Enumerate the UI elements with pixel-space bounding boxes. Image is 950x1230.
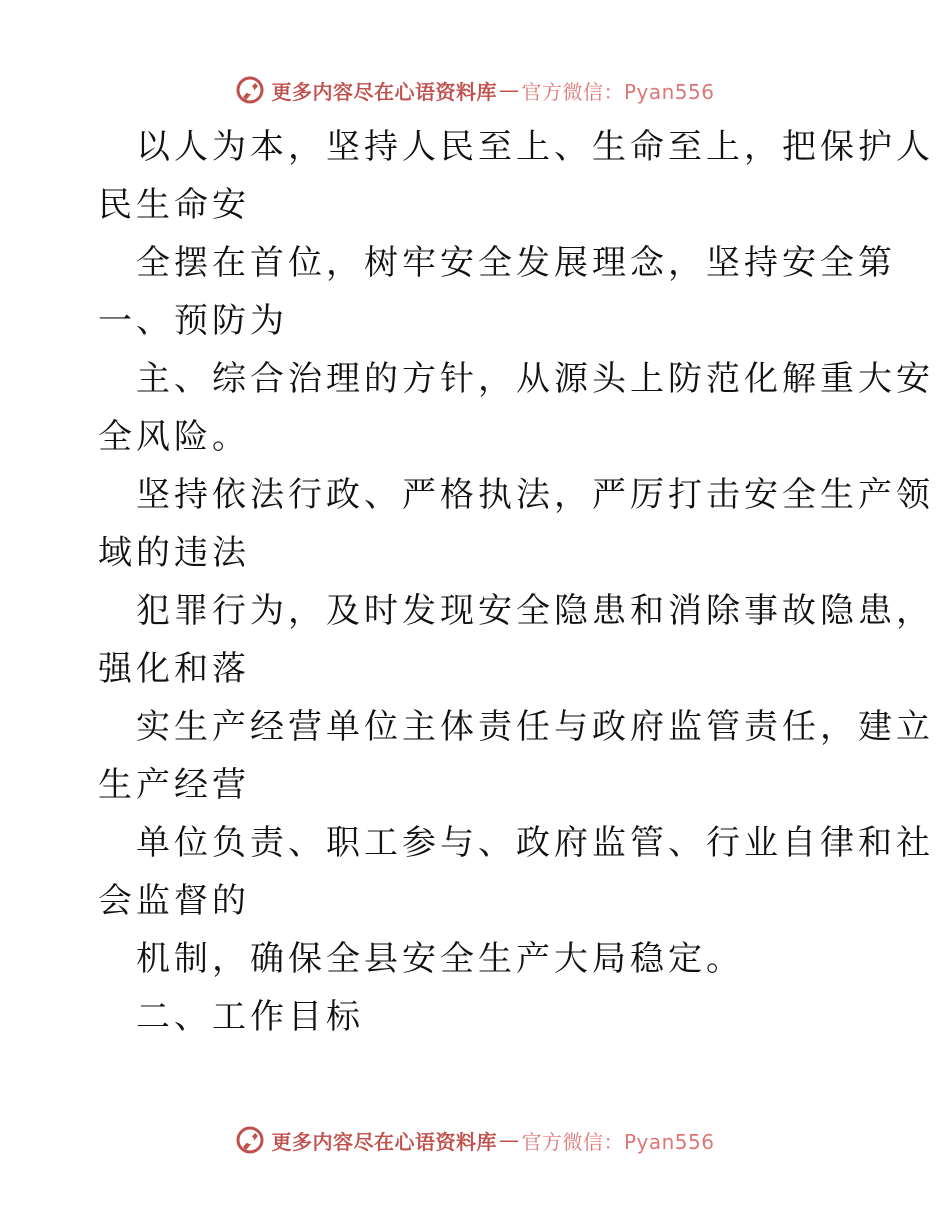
paragraph-line: 机制，确保全县安全生产大局稳定。 [136,939,744,979]
paragraph-line: 强化和落 [98,649,250,689]
paragraph-line: 生产经营 [98,765,250,805]
section-heading [98,988,858,1046]
watermark-wechat-text: 官方微信：Pyan556 [521,1129,715,1154]
section-heading-text: 二、工作目标 [136,997,364,1037]
paragraph-line: 犯罪行为，及时发现安全隐患和消除事故隐患， [136,591,934,631]
watermark-wechat-text: 官方微信：Pyan556 [521,79,715,104]
paragraph [98,350,934,466]
watermark-separator: — [498,78,520,102]
paragraph [98,234,896,350]
watermark-site-text: 更多内容尽在心语资料库 [271,1129,497,1154]
paragraph-line: 全风险。 [98,417,250,457]
paragraph-line: 民生命安 [98,185,250,225]
document-body [98,118,934,1046]
footer-watermark [0,1120,950,1160]
paragraph [98,814,934,930]
paragraph-line: 全摆在首位，树牢安全发展理念，坚持安全第 [136,243,896,283]
watermark-separator: — [498,1128,520,1152]
paragraph-line: 单位负责、职工参与、政府监管、行业自律和社 [136,823,934,863]
paragraph-line: 域的违法 [98,533,250,573]
paragraph-line: 会监督的 [98,881,250,921]
paragraph [98,118,934,234]
pen-logo-icon [235,1125,265,1155]
paragraph-line: 以人为本，坚持人民至上、生命至上，把保护人 [136,127,934,167]
watermark-site-text: 更多内容尽在心语资料库 [271,79,497,104]
header-watermark [0,70,950,110]
paragraph [98,466,934,582]
paragraph [98,582,934,698]
pen-logo-icon [235,75,265,105]
paragraph [98,698,934,814]
paragraph-line: 一、预防为 [98,301,288,341]
paragraph-line: 实生产经营单位主体责任与政府监管责任，建立 [136,707,934,747]
paragraph [98,930,858,988]
paragraph-line: 坚持依法行政、严格执法，严厉打击安全生产领 [136,475,934,515]
paragraph-line: 主、综合治理的方针，从源头上防范化解重大安 [136,359,934,399]
